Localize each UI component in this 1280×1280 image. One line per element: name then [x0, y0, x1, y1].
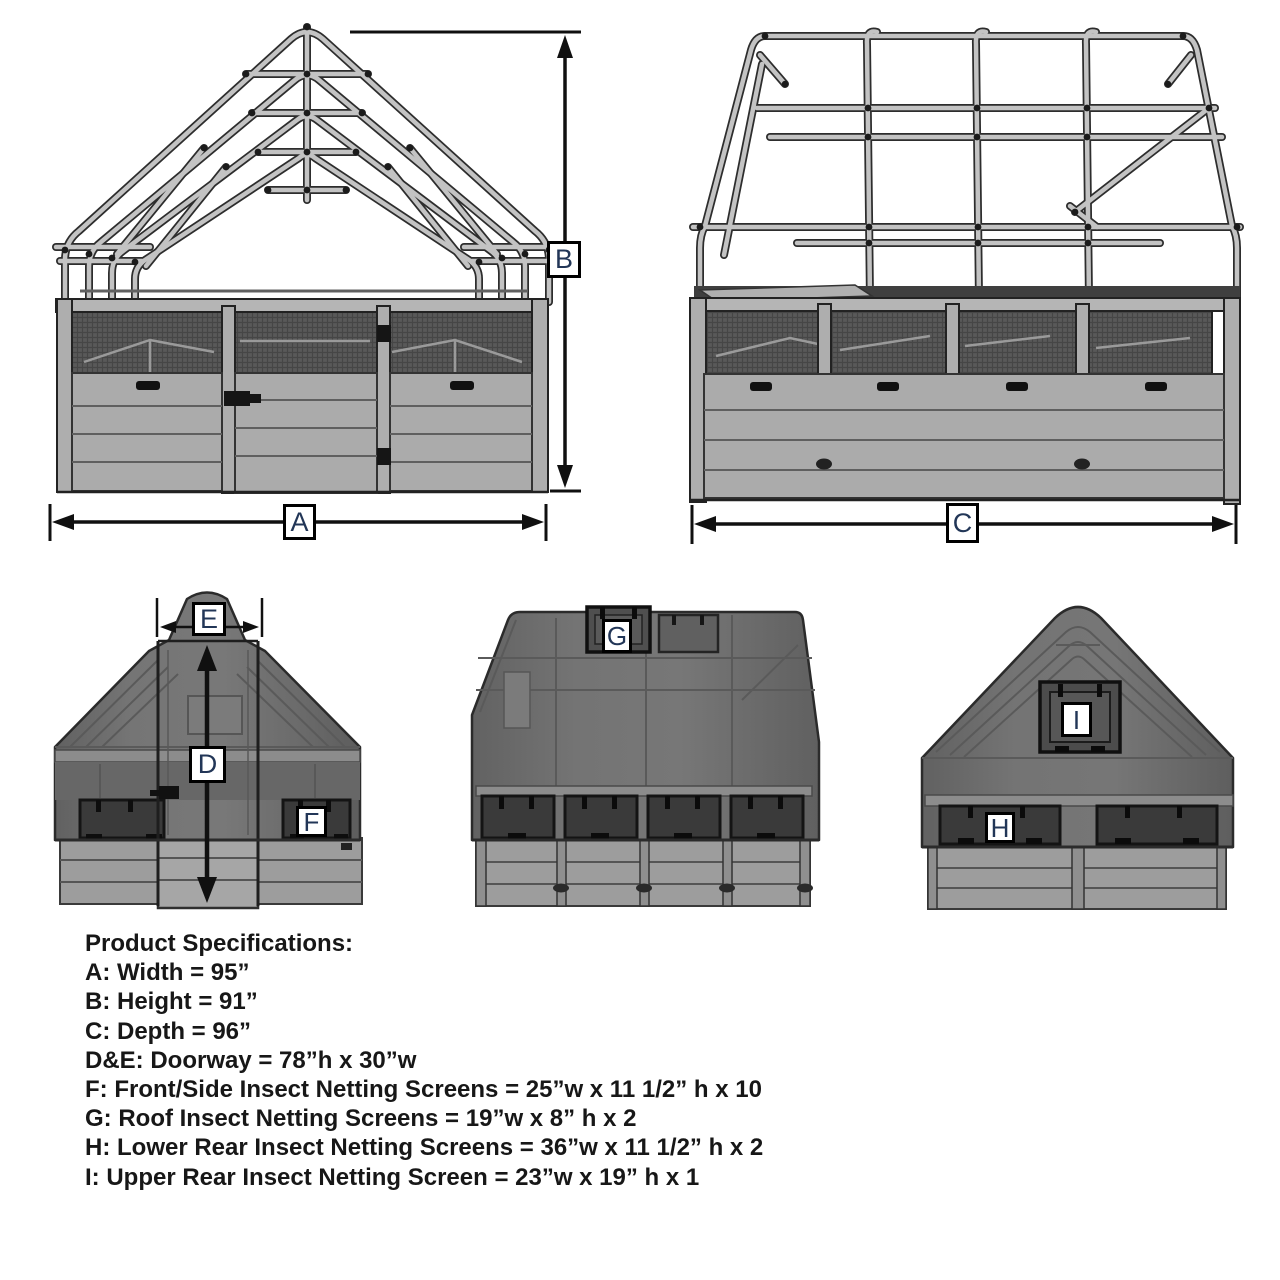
side-covered-diagram [455, 585, 875, 920]
side-roof-frame [693, 32, 1240, 301]
side-view-diagram [640, 0, 1280, 560]
side-covered-planks [476, 840, 813, 906]
dim-label-g: G [602, 619, 632, 653]
spec-item-lower-rear-screens: H: Lower Rear Insect Netting Screens = 36”w x 11 1/2” h x 2 [85, 1134, 764, 1162]
front-planter-box [56, 291, 548, 493]
door-hinge [377, 448, 391, 465]
spec-item-width: A: Width = 95” [85, 959, 250, 987]
roof-screen-far [659, 615, 718, 652]
dim-label-c: C [946, 503, 979, 543]
rear-covered-diagram [885, 585, 1280, 920]
cover-latch [159, 786, 179, 799]
side-cover [472, 607, 819, 840]
dim-label-e: E [192, 602, 226, 636]
product-specifications [85, 929, 763, 1192]
front-covered-planks [60, 838, 362, 908]
rear-covered-planks [928, 847, 1226, 909]
dim-label-b: B [547, 241, 581, 278]
handle-slot [450, 381, 474, 390]
spec-item-depth: C: Depth = 96” [85, 1017, 252, 1045]
door-hinge [377, 325, 391, 342]
front-roof-frame [56, 24, 558, 309]
spec-item-roof-screens: G: Roof Insect Netting Screens = 19”w x 8” h x 2 [85, 1105, 637, 1133]
door-latch [224, 391, 250, 406]
specs-title: Product Specifications: [85, 930, 354, 957]
front-view-diagram [40, 0, 640, 560]
handle-slot [136, 381, 160, 390]
spec-item-height: B: Height = 91” [85, 988, 258, 1016]
dim-label-h: H [985, 812, 1015, 843]
dim-label-a: A [283, 504, 316, 540]
spec-item-doorway: D&E: Doorway = 78”h x 30”w [85, 1046, 417, 1074]
dim-label-d: D [189, 746, 226, 783]
dim-label-f: F [296, 806, 327, 837]
side-planter-box [690, 285, 1240, 504]
dim-label-i: I [1061, 702, 1092, 737]
spec-item-front-side-screens: F: Front/Side Insect Netting Screens = 25”w x 11 1/2” h x 10 [85, 1075, 762, 1103]
spec-item-upper-rear-screen: I: Upper Rear Insect Netting Screen = 23”w x 19” h x 1 [85, 1163, 700, 1191]
front-screen-left [80, 800, 164, 840]
